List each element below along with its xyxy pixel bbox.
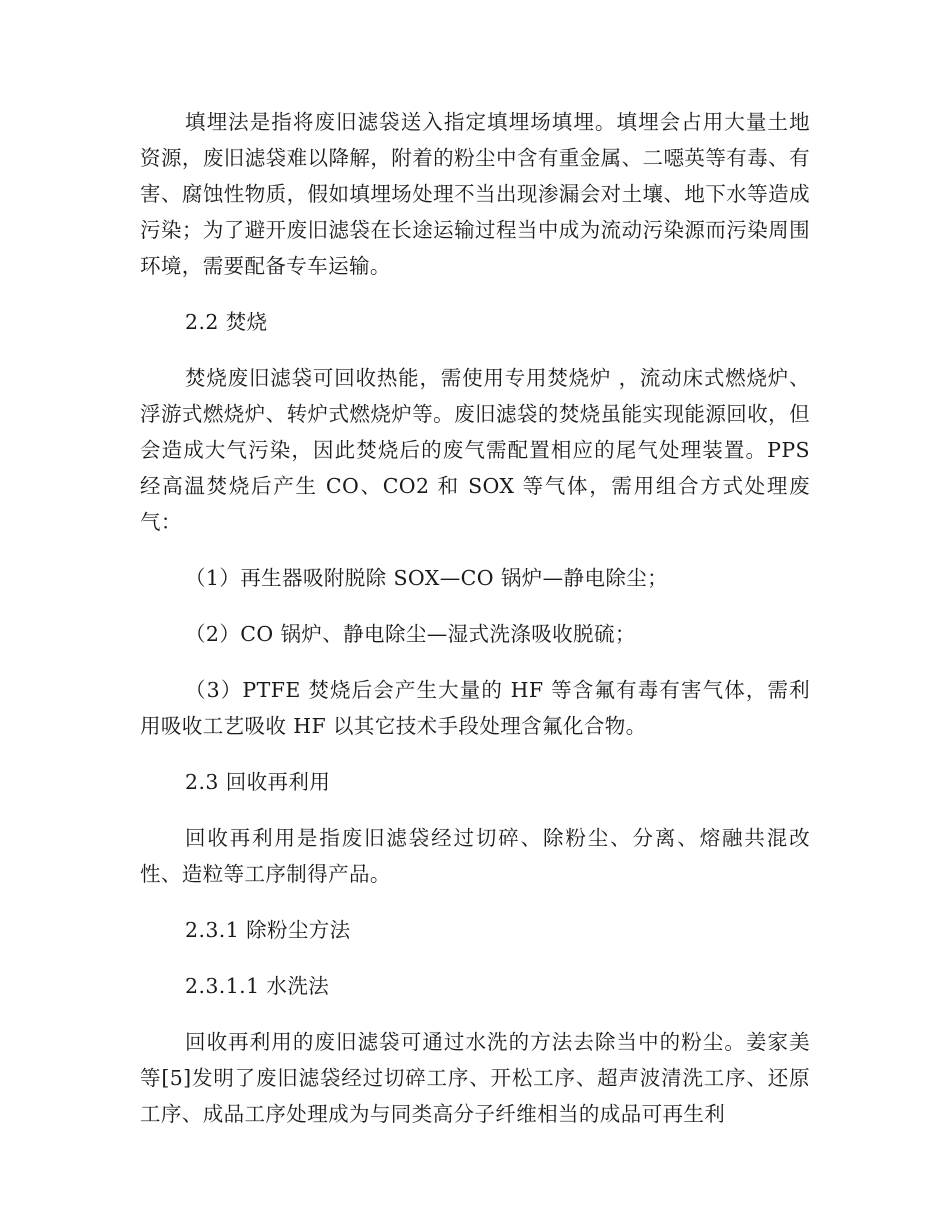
paragraph-water-washing: 回收再利用的废旧滤袋可通过水洗的方法去除当中的粉尘。姜家美等[5]发明了废旧滤袋经过切碎工序、开松工序、超声波清洗工序、还原工序、成品工序处理成为与同类高分子纤维相当的成品可再生利 [140, 1030, 810, 1126]
list-item-1: （1）再生器吸附脱除 SOX—CO 锅炉—静电除尘； [185, 566, 669, 590]
list-item-3: （3）PTFE 焚烧后会产生大量的 HF 等含氟有毒有害气体，需利用吸收工艺吸收 HF 以其它技术手段处理含氟化合物。 [140, 678, 810, 738]
paragraph-landfill: 填埋法是指将废旧滤袋送入指定填埋场填埋。填埋会占用大量土地资源，废旧滤袋难以降解，附着的粉尘中含有重金属、二噁英等有毒、有害、腐蚀性物质，假如填埋场处理不当出现渗漏会对土壤、地下水等造成污染；为了避开废旧滤袋在长途运输过程当中成为流动污染源而污染周围环境，需要配备专车运输。 [140, 110, 810, 278]
heading-2-3-recycling: 2.3 回收再利用 [185, 770, 331, 794]
paragraph-incineration: 焚烧废旧滤袋可回收热能，需使用专用焚烧炉 ，流动床式燃烧炉、浮游式燃烧炉、转炉式燃烧炉等。废旧滤袋的焚烧虽能实现能源回收，但会造成大气污染，因此焚烧后的废气需配置相应的尾气处理装置。PPS 经高温焚烧后产生 CO、CO2 和 SOX 等气体，需用组合方式处理废气： [140, 366, 810, 534]
heading-2-3-1-dust-removal: 2.3.1 除粉尘方法 [185, 918, 351, 942]
heading-2-2-incineration: 2.2 焚烧 [185, 310, 268, 334]
heading-2-3-1-1-water-washing: 2.3.1.1 水洗法 [185, 974, 330, 998]
document-page [140, 104, 810, 1132]
paragraph-recycling: 回收再利用是指废旧滤袋经过切碎、除粉尘、分离、熔融共混改性、造粒等工序制得产品。 [140, 826, 810, 886]
list-item-2: （2）CO 锅炉、静电除尘—湿式洗涤吸收脱硫； [185, 622, 636, 646]
